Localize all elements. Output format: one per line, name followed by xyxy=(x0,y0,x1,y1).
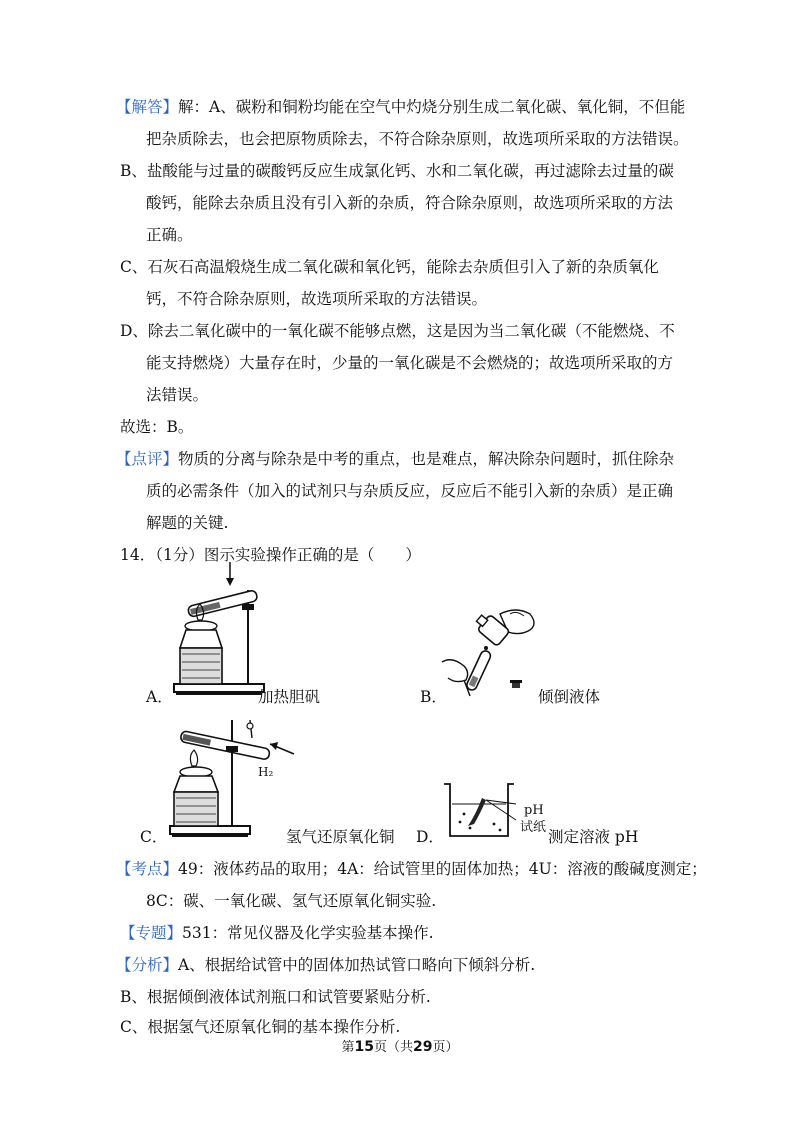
comment-tag: 【点评】 xyxy=(116,450,179,468)
ph-label: pH xyxy=(524,803,544,818)
answer-line-7: 钙，不符合除杂原则，故选项所采取的方法错误。 xyxy=(146,290,488,308)
fenxi-line-2: B、根据倾倒液体试剂瓶口和试管要紧贴分析. xyxy=(120,988,431,1006)
fenxi-tag: 【分析】 xyxy=(116,956,179,974)
fenxi-line-3: C、根据氢气还原氧化铜的基本操作分析. xyxy=(120,1018,401,1036)
footer-prefix: 第 xyxy=(341,1040,355,1055)
option-c-caption: 氢气还原氧化铜 xyxy=(286,828,395,846)
gas-label-h2: H₂ xyxy=(258,765,274,779)
answer-line-9: 能支持燃烧）大量存在时，少量的一氧化碳是不会燃烧的；故选项所采取的方 xyxy=(146,354,674,372)
kaodian-text: 49：液体药品的取用；4A：给试管里的固体加热；4U：溶液的酸碱度测定； xyxy=(178,860,707,878)
zhuanti-line xyxy=(120,926,434,942)
answer-line-1 xyxy=(116,100,685,116)
comment-line-2: 质的必需条件（加入的试剂只与杂质反应，反应后不能引入新的杂质）是正确 xyxy=(146,482,674,500)
answer-line-5: 正确。 xyxy=(146,226,193,244)
question-14: 14．（1分）图示实验操作正确的是（ ） xyxy=(120,546,421,564)
answer-choice: 故选：B。 xyxy=(120,418,194,436)
figure-a-heating-setup xyxy=(168,560,268,700)
zhuanti-text: 531：常见仪器及化学实验基本操作. xyxy=(182,924,434,942)
ph-paper-label: 试纸 xyxy=(520,820,547,835)
zhuanti-tag: 【专题】 xyxy=(120,924,183,942)
option-a-caption: 加热胆矾 xyxy=(258,688,321,706)
figure-c-hydrogen-reduction-setup xyxy=(166,716,298,842)
answer-text: 解：A、碳粉和铜粉均能在空气中灼烧分别生成二氧化碳、氧化铜，不但能 xyxy=(178,98,686,116)
option-b-caption: 倾倒液体 xyxy=(538,688,601,706)
answer-line-10: 法错误。 xyxy=(146,386,209,404)
kaodian-line-1 xyxy=(116,862,707,878)
kaodian-line-2: 8C：碳、一氧化碳、氢气还原氧化铜实验. xyxy=(146,892,437,910)
answer-line-2: 把杂质除去，也会把原物质除去，不符合除杂原则，故选项所采取的方法错误。 xyxy=(146,130,689,148)
answer-line-8: D、除去二氧化碳中的一氧化碳不能够点燃，这是因为当二氧化碳（不能燃烧、不 xyxy=(120,322,675,340)
option-a-letter: A． xyxy=(146,688,173,706)
option-b-letter: B． xyxy=(420,688,447,706)
footer-total-pages: 29 xyxy=(413,1039,433,1055)
footer-page-number: 15 xyxy=(354,1039,374,1055)
figure-b-pouring-liquid xyxy=(440,600,540,700)
kaodian-tag: 【考点】 xyxy=(116,860,179,878)
answer-line-6: C、石灰石高温煅烧生成二氧化碳和氧化钙，能除去杂质但引入了新的杂质氧化 xyxy=(120,258,659,276)
option-d-caption: 测定溶液 pH xyxy=(548,828,639,846)
answer-line-3: B、盐酸能与过量的碳酸钙反应生成氯化钙、水和二氧化碳，再过滤除去过量的碳 xyxy=(120,162,674,180)
page-footer xyxy=(0,1036,800,1055)
answer-line-4: 酸钙，能除去杂质且没有引入新的杂质，符合除杂原则，故选项所采取的方法 xyxy=(146,194,674,212)
option-c-letter: C． xyxy=(140,828,168,846)
answer-tag: 【解答】 xyxy=(116,98,179,116)
footer-suffix: 页） xyxy=(432,1040,459,1055)
comment-line-1 xyxy=(116,452,674,468)
comment-text: 物质的分离与除杂是中考的重点，也是难点，解决除杂问题时，抓住除杂 xyxy=(178,450,675,468)
option-d-letter: D． xyxy=(416,828,444,846)
fenxi-line-1 xyxy=(116,958,535,974)
comment-line-3: 解题的关键. xyxy=(146,514,229,532)
fenxi-text: A、根据给试管中的固体加热试管口略向下倾斜分析. xyxy=(178,956,536,974)
footer-mid: 页（共 xyxy=(373,1040,413,1055)
